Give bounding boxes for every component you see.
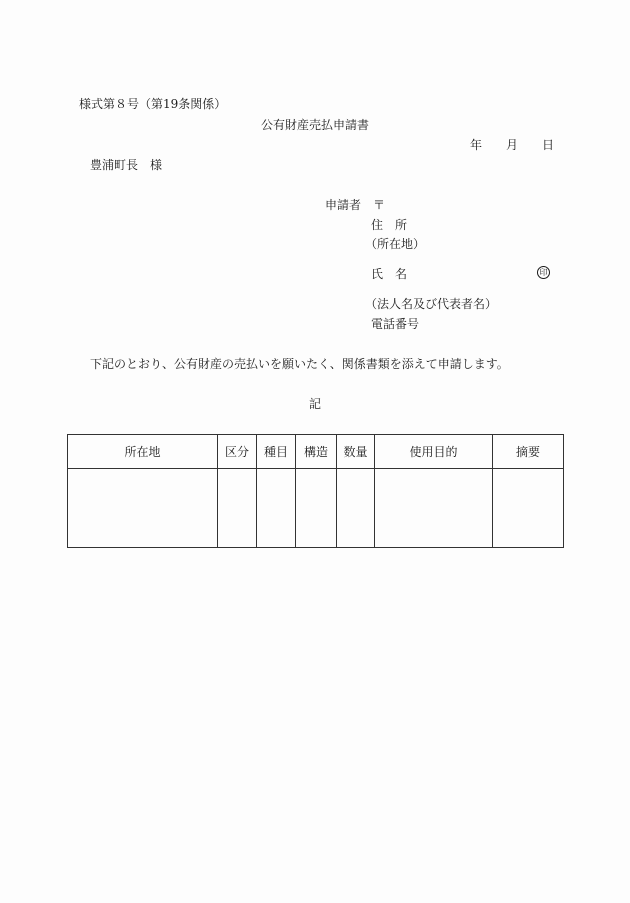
cell-remarks[interactable]	[493, 469, 564, 548]
request-statement: 下記のとおり、公有財産の売払いを願いたく、関係書類を添えて申請します。	[90, 357, 509, 371]
header-category: 区分	[218, 435, 257, 469]
header-type: 種目	[257, 435, 296, 469]
date-month-label: 月	[506, 138, 519, 152]
cell-category[interactable]	[218, 469, 257, 548]
phone-label: 電話番号	[371, 317, 420, 331]
header-location: 所在地	[68, 435, 218, 469]
date-year-label: 年	[470, 138, 483, 152]
date-day-label: 日	[542, 138, 555, 152]
applicant-label: 申請者 〒	[325, 198, 386, 212]
header-remarks: 摘要	[493, 435, 564, 469]
table-header-row	[68, 435, 564, 469]
name-label: 氏 名	[371, 267, 408, 281]
table-row	[68, 469, 564, 548]
document-title: 公有財産売払申請書	[260, 118, 369, 132]
cell-quantity[interactable]	[337, 469, 375, 548]
address-sub-label: （所在地）	[365, 237, 426, 251]
header-quantity: 数量	[337, 435, 375, 469]
cell-type[interactable]	[257, 469, 296, 548]
ki-heading: 記	[308, 397, 321, 411]
form-number: 様式第８号（第19条関係）	[79, 97, 227, 111]
name-sub-label: （法人名及び代表者名）	[365, 297, 498, 311]
property-table	[67, 434, 564, 548]
cell-location[interactable]	[68, 469, 218, 548]
header-structure: 構造	[296, 435, 337, 469]
addressee: 豊浦町長 様	[90, 158, 163, 172]
header-purpose: 使用目的	[375, 435, 493, 469]
cell-purpose[interactable]	[375, 469, 493, 548]
address-label: 住 所	[371, 218, 408, 232]
seal-mark: 印	[537, 266, 550, 279]
cell-structure[interactable]	[296, 469, 337, 548]
date-line	[470, 139, 554, 151]
